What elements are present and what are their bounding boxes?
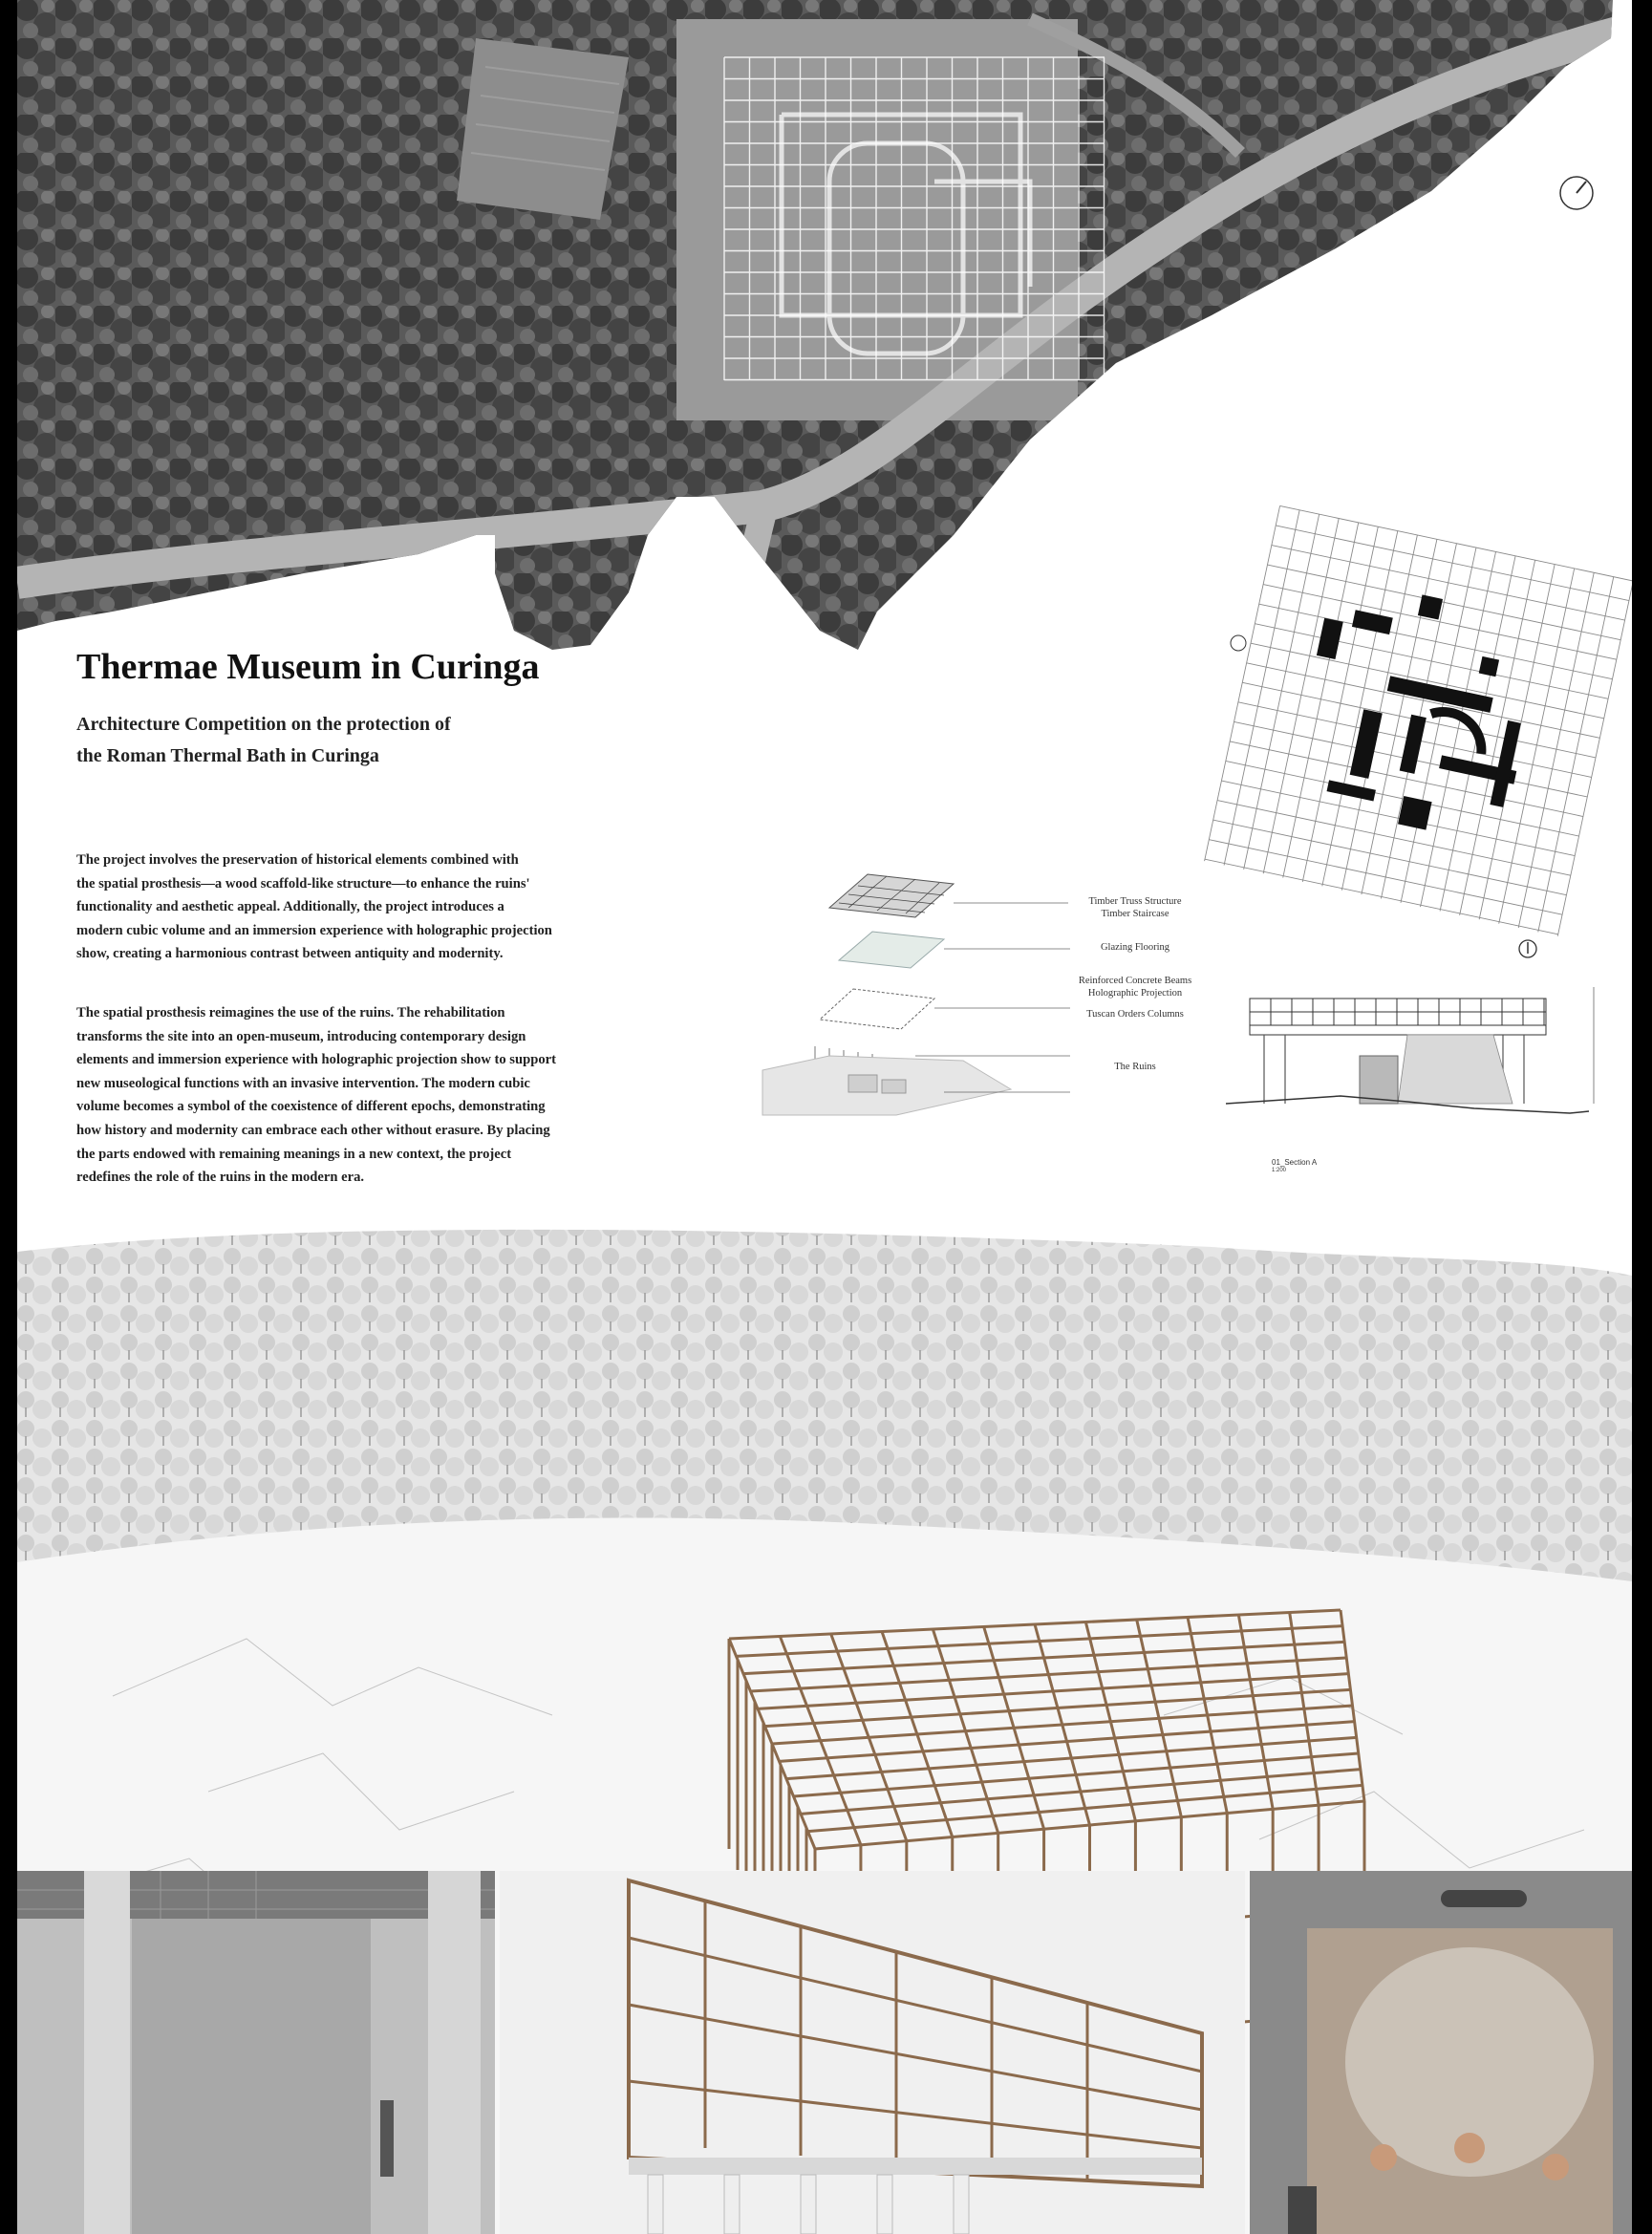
drawing-line [1224, 510, 1299, 866]
text-line: show, creating a harmonious contrast between antiquity and modernity. [76, 946, 504, 962]
drawing-line [1205, 859, 1558, 934]
label-line: Timber Staircase [1101, 909, 1169, 919]
drawing-line [1205, 505, 1280, 861]
poster-board [17, 0, 1632, 2234]
axon-label-truss [1063, 895, 1207, 920]
axon-label-glazing: Glazing Flooring [1100, 942, 1170, 953]
drawing-line [1280, 505, 1632, 581]
drawing-line [1221, 781, 1575, 856]
label-line: Reinforced Concrete Beams [1078, 976, 1192, 986]
section-drawing [1226, 979, 1608, 1123]
axon-label-columns: Tuscan Orders Columns [1086, 1009, 1184, 1020]
text-line: functionality and aesthetic appeal. Additionally, the project introduces a [76, 899, 504, 915]
label-line: Timber Truss Structure [1088, 896, 1182, 907]
text-line: new museological functions with an invasive intervention. The modern cubic [76, 1075, 530, 1091]
description-paragraph-1 [76, 848, 688, 966]
page-subtitle [76, 709, 573, 772]
section-caption: 01_Section A [1272, 1158, 1318, 1167]
subtitle-line: the Roman Thermal Bath in Curinga [76, 745, 379, 766]
section-scale: 1:200 [1272, 1168, 1287, 1173]
drawing-line [1213, 820, 1567, 895]
text-line: the parts endowed with remaining meanings in a new context, the project [76, 1146, 512, 1162]
text-line: The project involves the preservation of historical elements combined with [76, 852, 519, 868]
drawing-line [1217, 801, 1571, 876]
compass-icon [1517, 938, 1538, 959]
subtitle-line: Architecture Competition on the protection of [76, 714, 451, 735]
label-line: Holographic Projection [1087, 988, 1183, 999]
drawing-line [1209, 840, 1562, 915]
description-paragraph-2 [76, 1001, 688, 1190]
text-line: The spatial prosthesis reimagines the use of the ruins. The rehabilitation [76, 1005, 505, 1020]
text-line: volume becomes a symbol of the coexistence of different epochs, demonstrating [76, 1099, 546, 1115]
text-line: how history and modernity can embrace each other without erasure. By placing [76, 1122, 550, 1138]
axon-label-ruins: The Ruins [1114, 1062, 1156, 1072]
axon-label-beams [1063, 975, 1207, 999]
text-line: modern cubic volume and an immersion experience with holographic projection [76, 922, 552, 938]
bottom-renders [17, 1871, 1632, 2234]
text-line: the spatial prosthesis—a wood scaffold-like structure—to enhance the ruins' [76, 875, 530, 891]
site-plan-drawing [1202, 483, 1632, 941]
text-line: redefines the role of the ruins in the modern era. [76, 1170, 365, 1186]
page-title: Thermae Museum in Curinga [76, 647, 540, 687]
text-line: elements and immersion experience with holographic projection show to support [76, 1052, 556, 1068]
text-line: transforms the site into an open-museum, introducing contemporary design [76, 1028, 526, 1044]
north-arrow-icon [1555, 172, 1598, 214]
exploded-axonometric [743, 865, 1097, 1118]
